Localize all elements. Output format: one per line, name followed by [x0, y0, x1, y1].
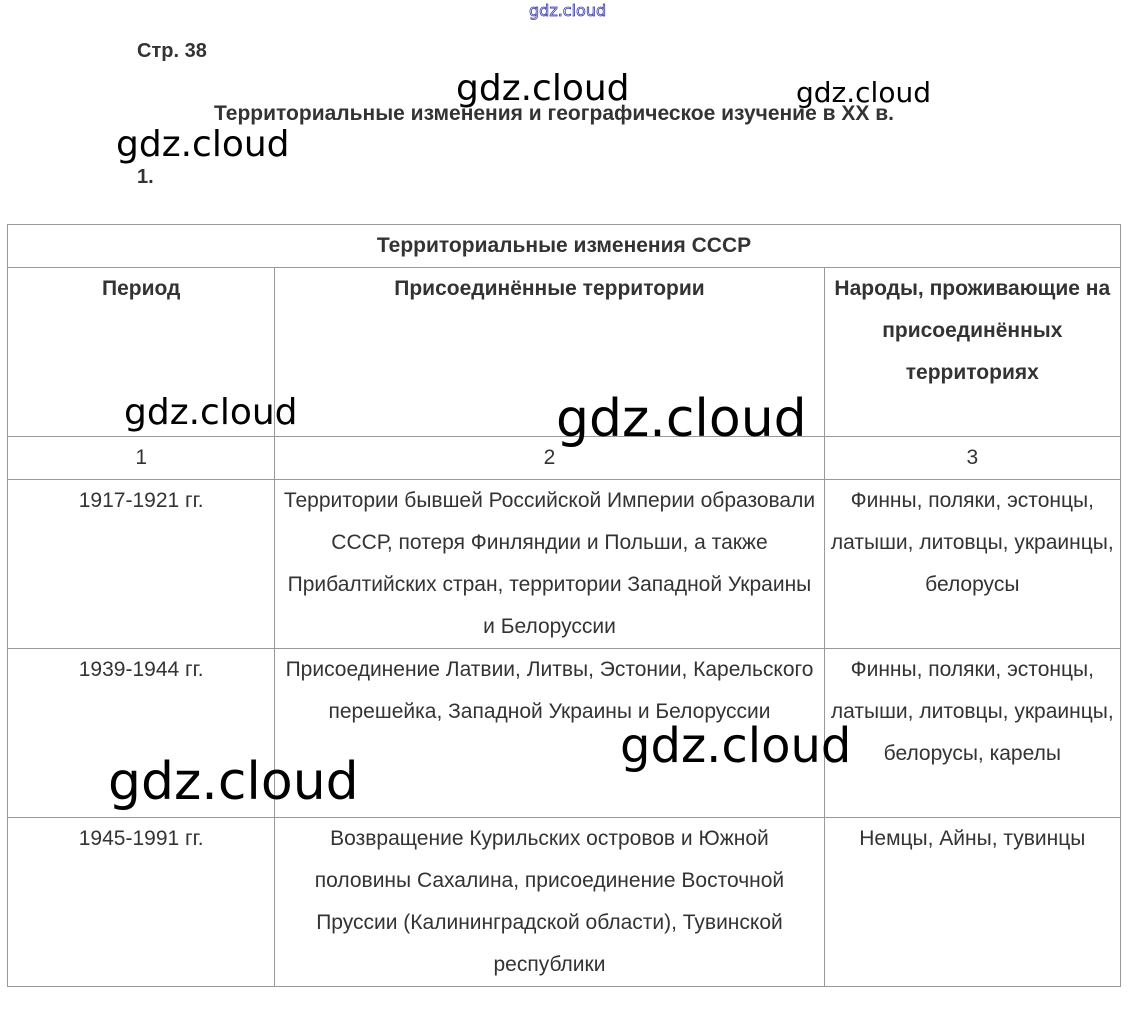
task-number: 1. — [137, 166, 154, 188]
column-number: 1 — [8, 437, 275, 480]
period-cell: 1945-1991 гг. — [8, 818, 275, 987]
column-number: 3 — [824, 437, 1120, 480]
header-period: Период — [8, 268, 275, 437]
table-row — [8, 818, 1121, 987]
watermark: gdz.cloud — [620, 718, 852, 774]
watermark: gdz.cloud — [456, 68, 630, 109]
territories-cell: Присоединение Латвии, Литвы, Эстонии, Карельского перешейка, Западной Украины и Белоруссии — [275, 649, 824, 818]
territory-changes-table — [7, 224, 1121, 987]
peoples-cell: Финны, поляки, эстонцы, латыши, литовцы, украинцы, белорусы, карелы — [824, 649, 1120, 818]
watermark: gdz.cloud — [108, 752, 359, 812]
peoples-cell: Финны, поляки, эстонцы, латыши, литовцы, украинцы, белорусы — [824, 480, 1120, 649]
watermark: gdz.cloud — [796, 76, 931, 109]
column-number: 2 — [275, 437, 824, 480]
page-number: Стр. 38 — [137, 40, 207, 62]
table-caption: Территориальные изменения СССР — [8, 225, 1121, 268]
document-title: Территориальные изменения и географическое изучение в XX в. — [214, 102, 894, 125]
header-territories: Присоединённые территории — [275, 268, 824, 437]
watermark: gdz.cloud — [116, 124, 290, 165]
period-cell: 1939-1944 гг. — [8, 649, 275, 818]
territories-cell: Территории бывшей Российской Империи образовали СССР, потеря Финляндии и Польши, а также Прибалтийских стран, территории Западной Украины и Белоруссии — [275, 480, 824, 649]
period-cell: 1917-1921 гг. — [8, 480, 275, 649]
header-peoples: Народы, проживающие на присоединённых территориях — [824, 268, 1120, 437]
table-row — [8, 480, 1121, 649]
territories-cell: Возвращение Курильских островов и Южной половины Сахалина, присоединение Восточной Пруссии (Калининградской области), Тувинской республики — [275, 818, 824, 987]
watermark: gdz.cloud — [556, 389, 807, 449]
watermark-top: gdz.cloud — [529, 1, 607, 20]
table-caption-row — [8, 225, 1121, 268]
watermark: gdz.cloud — [124, 392, 298, 433]
peoples-cell: Немцы, Айны, тувинцы — [824, 818, 1120, 987]
